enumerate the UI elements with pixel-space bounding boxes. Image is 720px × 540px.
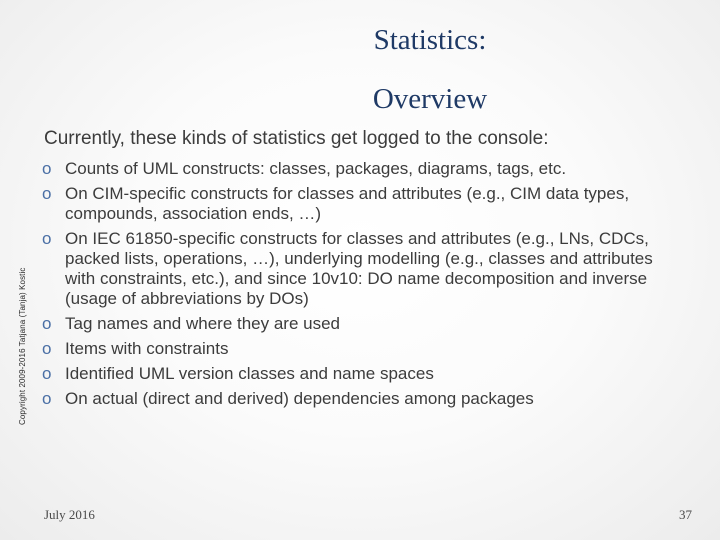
- bullet-marker-icon: o: [42, 159, 52, 178]
- list-item: [42, 159, 682, 179]
- bullet-marker-icon: o: [42, 339, 52, 358]
- copyright-notice: Copyright 2009-2016 Tatjana (Tanja) Kostic: [18, 267, 27, 425]
- bullet-marker-icon: o: [42, 314, 52, 333]
- bullet-list: [42, 159, 682, 414]
- slide-title-line2: Overview: [372, 83, 488, 115]
- intro-text: Currently, these kinds of statistics get logged to the console:: [44, 128, 549, 149]
- bullet-text: Tag names and where they are used: [65, 314, 341, 333]
- footer-date: July 2016: [44, 507, 95, 522]
- bullet-marker-icon: o: [42, 364, 52, 383]
- bullet-text: Items with constraints: [65, 339, 229, 358]
- list-item: [42, 389, 682, 409]
- bullet-marker-icon: o: [42, 229, 52, 248]
- bullet-marker-icon: o: [42, 184, 52, 203]
- list-item: [42, 229, 682, 309]
- bullet-text: Counts of UML constructs: classes, packages, diagrams, tags, etc.: [65, 159, 567, 178]
- list-item: [42, 314, 682, 334]
- list-item: [42, 364, 682, 384]
- bullet-text: Identified UML version classes and name spaces: [65, 364, 434, 383]
- list-item: [42, 339, 682, 359]
- bullet-marker-icon: o: [42, 389, 52, 408]
- bullet-text: On IEC 61850-specific constructs for classes and attributes (e.g., LNs, CDCs, packed lists, operations, …), underlying modelling (e.g., classes and attributes with constraints, etc.), and since 10v10: DO name decomposition and inverse (usage of abbreviations by DOs): [65, 229, 653, 308]
- page-number: 37: [679, 507, 692, 522]
- list-item: [42, 184, 682, 224]
- slide-title-line1: Statistics:: [373, 24, 487, 56]
- bullet-text: On CIM-specific constructs for classes and attributes (e.g., CIM data types, compounds, association ends, …): [65, 184, 630, 223]
- bullet-text: On actual (direct and derived) dependencies among packages: [65, 389, 534, 408]
